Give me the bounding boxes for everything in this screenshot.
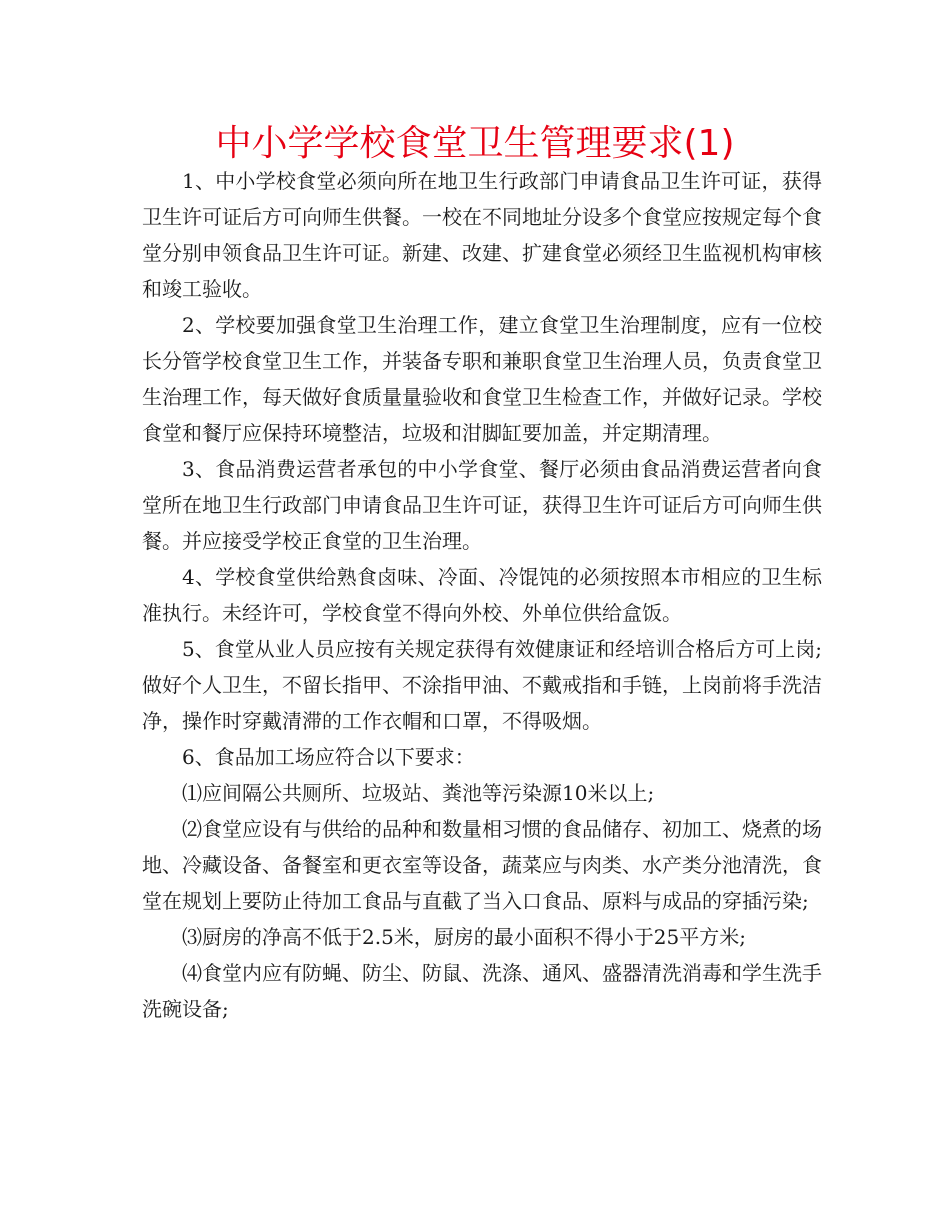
sub-item-1: ⑴应间隔公共厕所、垃圾站、粪池等污染源10米以上;: [182, 781, 655, 805]
paragraph-2: 2、学校要加强食堂卫生治理工作，建立食堂卫生治理制度，应有一位校长分管学校食堂卫生工作，并装备专职和兼职食堂卫生治理人员，负责食堂卫生治理工作，每天做好食质量量验收和食堂卫生检查工作，并做好记录。学校食堂和餐厅应保持环境整洁，垃圾和泔脚缸要加盖，并定期清理。: [142, 313, 822, 445]
sub-item-4: ⑷食堂内应有防蝇、防尘、防鼠、洗涤、通风、盛器清洗消毒和学生洗手洗碗设备;: [142, 961, 822, 1021]
document-body: [142, 163, 822, 1027]
document-title: 中小学学校食堂卫生管理要求(1): [215, 123, 735, 164]
paragraph-3: 3、食品消费运营者承包的中小学食堂、餐厅必须由食品消费运营者向食堂所在地卫生行政部门申请食品卫生许可证，获得卫生许可证后方可向师生供餐。并应接受学校正食堂的卫生治理。: [142, 457, 822, 553]
paragraph-1: 1、中小学校食堂必须向所在地卫生行政部门申请食品卫生许可证，获得卫生许可证后方可向师生供餐。一校在不同地址分设多个食堂应按规定每个食堂分别申领食品卫生许可证。新建、改建、扩建食堂必须经卫生监视机构审核和竣工验收。: [142, 169, 822, 301]
paragraph-4: 4、学校食堂供给熟食卤味、冷面、冷馄饨的必须按照本市相应的卫生标准执行。未经许可，学校食堂不得向外校、外单位供给盒饭。: [142, 565, 822, 625]
sub-item-3: ⑶厨房的净高不低于2.5米，厨房的最小面积不得小于25平方米;: [182, 925, 746, 949]
paragraph-5: 5、食堂从业人员应按有关规定获得有效健康证和经培训合格后方可上岗;做好个人卫生，不留长指甲、不涂指甲油、不戴戒指和手链，上岗前将手洗洁净，操作时穿戴清滞的工作衣帽和口罩，不得吸烟。: [142, 637, 822, 733]
sub-item-2: ⑵食堂应设有与供给的品种和数量相习惯的食品储存、初加工、烧煮的场地、冷藏设备、备餐室和更衣室等设备，蔬菜应与肉类、水产类分池清洗，食堂在规划上要防止待加工食品与直截了当入口食品、原料与成品的穿插污染;: [142, 817, 822, 913]
paragraph-6: 6、食品加工场应符合以下要求：: [182, 745, 475, 769]
